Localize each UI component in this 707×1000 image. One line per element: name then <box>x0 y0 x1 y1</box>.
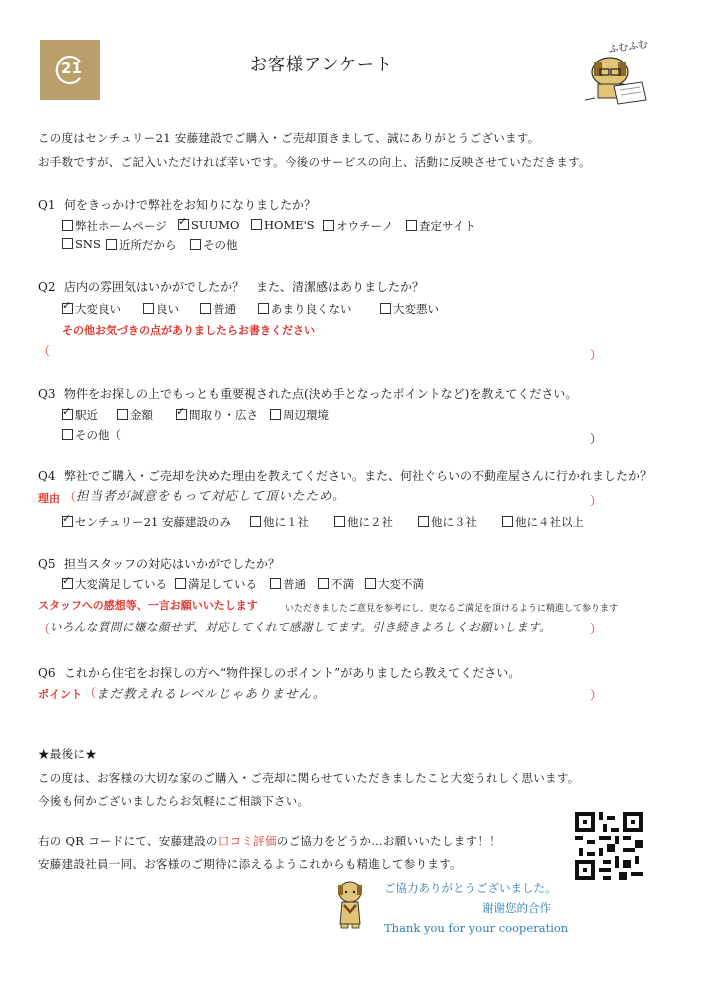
qr-line-2: 安藤建設社員一同、お客様のご期待に添えるようこれからも精進して参ります。 <box>38 857 462 871</box>
option-label: 間取り・広さ <box>189 408 258 422</box>
mascot-bowing-icon <box>330 878 370 930</box>
q5-number: Q5 <box>38 557 56 571</box>
checkbox[interactable] <box>251 219 262 230</box>
option-label: 良い <box>156 302 179 316</box>
checkbox[interactable] <box>502 516 513 527</box>
checkbox[interactable] <box>62 238 73 249</box>
checkbox[interactable] <box>270 409 281 420</box>
q3-number: Q3 <box>38 387 56 401</box>
mascot-caption: ふむふむ <box>607 39 649 56</box>
closing-heading: ★最後に★ <box>38 747 97 761</box>
q3-question <box>38 385 577 402</box>
q5-option-5[interactable] <box>365 576 424 592</box>
checkbox-checked[interactable] <box>62 578 73 589</box>
option-label: HOME'S <box>264 218 315 232</box>
checkbox[interactable] <box>190 239 201 250</box>
checkbox-checked[interactable] <box>178 219 189 230</box>
option-label: SUUMO <box>191 218 240 232</box>
checkbox[interactable] <box>117 409 128 420</box>
checkbox[interactable] <box>200 303 211 314</box>
option-label: 弊社ホームページ <box>75 219 167 233</box>
q5-text: 担当スタッフの対応はいかがでしたか？ <box>64 557 281 571</box>
q5-answer[interactable]: いろんな質問に嫌な顔せず、対応してくれて感謝してます。引き続きよろしくお願いします。 <box>50 620 552 634</box>
q6-point-label: ポイント <box>38 688 82 701</box>
option-label: あまり良くない <box>271 302 352 316</box>
q1-option-1[interactable] <box>62 218 167 234</box>
option-label: その他 <box>203 238 238 252</box>
q4-reason-label: 理由 <box>38 492 60 505</box>
qr-code-icon[interactable] <box>575 812 643 880</box>
page-title: お客様アンケート <box>250 55 393 75</box>
option-label: センチュリー21 安藤建設のみ <box>75 515 231 529</box>
option-label: 他に２社 <box>347 515 393 529</box>
mascot-reading-icon <box>580 52 650 108</box>
q2-text: 店内の雰囲気はいかがでしたか？ また、清潔感はありましたか？ <box>64 280 425 294</box>
q2-question <box>38 278 424 295</box>
option-label: 大変不満 <box>378 577 424 591</box>
option-label: 普通 <box>213 302 236 316</box>
q3-option-5[interactable] <box>62 427 121 443</box>
option-label: 大変良い <box>75 302 121 316</box>
q5-question <box>38 555 280 572</box>
q4-option-5[interactable] <box>502 514 584 530</box>
q1-option-3[interactable] <box>251 218 315 232</box>
checkbox[interactable] <box>258 303 269 314</box>
closing-line-2: 今後も何かございましたらお気軽にご相談下さい。 <box>38 794 310 808</box>
option-label: 査定サイト <box>419 219 476 233</box>
q4-option-4[interactable] <box>418 514 477 530</box>
q6-number: Q6 <box>38 666 56 680</box>
checkbox[interactable] <box>318 578 329 589</box>
option-label: 近所だから <box>119 238 177 252</box>
checkbox[interactable] <box>323 220 334 231</box>
q2-option-4[interactable] <box>258 301 352 317</box>
q5-open-paren: （ <box>38 622 51 636</box>
q2-option-3[interactable] <box>200 301 236 317</box>
q1-option-8[interactable] <box>190 237 238 253</box>
q1-option-7[interactable] <box>106 237 177 253</box>
checkbox-checked[interactable] <box>62 303 73 314</box>
thanks-english: Thank you for your cooperation <box>384 921 569 935</box>
checkbox-checked[interactable] <box>62 409 73 420</box>
century21-logo <box>40 40 100 100</box>
q1-option-2[interactable] <box>178 218 239 232</box>
thanks-japanese: ご協力ありがとうございました。 <box>384 881 557 895</box>
q1-number: Q1 <box>38 198 56 212</box>
option-label: 大変悪い <box>393 302 439 316</box>
q6-close-paren: ） <box>590 688 603 702</box>
q4-close-paren: ） <box>590 494 603 508</box>
option-label: SNS <box>75 237 101 251</box>
logo-text: 21 <box>61 59 82 77</box>
q2-option-1[interactable] <box>62 301 121 317</box>
q2-option-2[interactable] <box>143 301 179 317</box>
q3-option-1[interactable] <box>62 407 98 423</box>
q5-option-2[interactable] <box>175 576 257 592</box>
review-highlight: 口コミ評価 <box>217 834 277 848</box>
q2-open-paren: （ <box>38 344 51 358</box>
closing-line-1: この度は、お客様の大切な家のご購入・ご売却に関らせていただきましたこと大変うれしく思います。 <box>38 771 580 785</box>
q2-option-5[interactable] <box>380 301 439 317</box>
option-label: 他に４社以上 <box>515 515 584 529</box>
checkbox[interactable] <box>418 516 429 527</box>
q5-option-1[interactable] <box>62 576 167 592</box>
q1-question <box>38 196 316 213</box>
option-label: 大変満足している <box>75 577 167 591</box>
checkbox[interactable] <box>175 578 186 589</box>
q1-option-5[interactable] <box>406 218 476 234</box>
checkbox-checked[interactable] <box>62 516 73 527</box>
checkbox[interactable] <box>380 303 391 314</box>
option-label: 周辺環境 <box>283 408 329 422</box>
q4-option-3[interactable] <box>334 514 393 530</box>
option-label: オウチーノ <box>336 219 394 233</box>
q1-option-4[interactable] <box>323 218 393 234</box>
q5-comment-label: スタッフへの感想等、一言お願いいたします <box>38 599 258 612</box>
option-label: 普通 <box>283 577 306 591</box>
q4-text: 弊社でご購入・ご売却を決めた理由を教えてください。また、何社ぐらいの不動産屋さんに行かれましたか？ <box>64 469 653 483</box>
q4-answer[interactable]: 担当者が誠意をもって対応して頂いたため。 <box>76 488 346 503</box>
q3-close-paren: ） <box>590 432 603 446</box>
option-label: 駅近 <box>75 408 98 422</box>
q5-close-paren: ） <box>590 622 603 636</box>
q2-note-label: その他お気づきの点がありましたらお書きください <box>62 324 315 337</box>
checkbox-checked[interactable] <box>176 409 187 420</box>
q4-option-2[interactable] <box>250 514 309 530</box>
qr-line-1 <box>38 833 501 849</box>
q4-open-paren: （ <box>64 490 77 504</box>
q3-text: 物件をお探しの上でもっとも重要視された点(決め手となったポイントなど)を教えてください。 <box>64 387 578 401</box>
q3-option-3[interactable] <box>176 407 258 423</box>
q3-option-4[interactable] <box>270 407 329 423</box>
q6-answer[interactable]: まだ教えれるレベルじゃありません。 <box>96 686 327 701</box>
q5-option-4[interactable] <box>318 576 354 592</box>
option-label: 金額 <box>130 408 153 422</box>
q4-number: Q4 <box>38 469 56 483</box>
q5-option-3[interactable] <box>270 576 306 592</box>
option-label: 不満 <box>331 577 354 591</box>
option-label: 他に１社 <box>263 515 309 529</box>
intro-line-2: お手数ですが、ご記入いただければ幸いです。今後のサービスの向上、活動に反映させていただきます。 <box>38 155 591 169</box>
intro-line-1: この度はセンチュリー21 安藤建設でご購入・ご売却頂きまして、誠にありがとうございます。 <box>38 131 540 145</box>
q3-option-2[interactable] <box>117 407 153 423</box>
checkbox[interactable] <box>106 239 117 250</box>
checkbox[interactable] <box>62 429 73 440</box>
checkbox[interactable] <box>62 220 73 231</box>
q1-text: 何をきっかけで弊社をお知りになりましたか？ <box>64 198 317 212</box>
option-label: 他に３社 <box>431 515 477 529</box>
q2-number: Q2 <box>38 280 56 294</box>
option-label: その他（ <box>75 428 121 442</box>
checkbox[interactable] <box>334 516 345 527</box>
option-label: 満足している <box>188 577 257 591</box>
q6-text: これから住宅をお探しの方へ“物件探しのポイント”がありましたら教えてください。 <box>64 666 521 680</box>
checkbox[interactable] <box>365 578 376 589</box>
qr-line-1-post: のご協力をどうか…お願いいたします！！ <box>276 834 501 848</box>
checkbox[interactable] <box>143 303 154 314</box>
q6-question <box>38 664 520 681</box>
q1-option-6[interactable] <box>62 237 101 251</box>
qr-line-1-pre: 右の QR コードにて、安藤建設の <box>38 834 218 848</box>
checkbox[interactable] <box>406 220 417 231</box>
thanks-chinese: 谢谢您的合作 <box>482 901 551 915</box>
q4-option-1[interactable] <box>62 514 231 530</box>
q6-open-paren: （ <box>84 686 97 700</box>
checkbox[interactable] <box>250 516 261 527</box>
q4-question <box>38 467 652 484</box>
checkbox[interactable] <box>270 578 281 589</box>
q5-comment-note: いただきましたご意見を参考にし、更なるご満足を頂けるように精進して参ります <box>285 604 619 614</box>
q2-close-paren: ） <box>590 348 603 362</box>
